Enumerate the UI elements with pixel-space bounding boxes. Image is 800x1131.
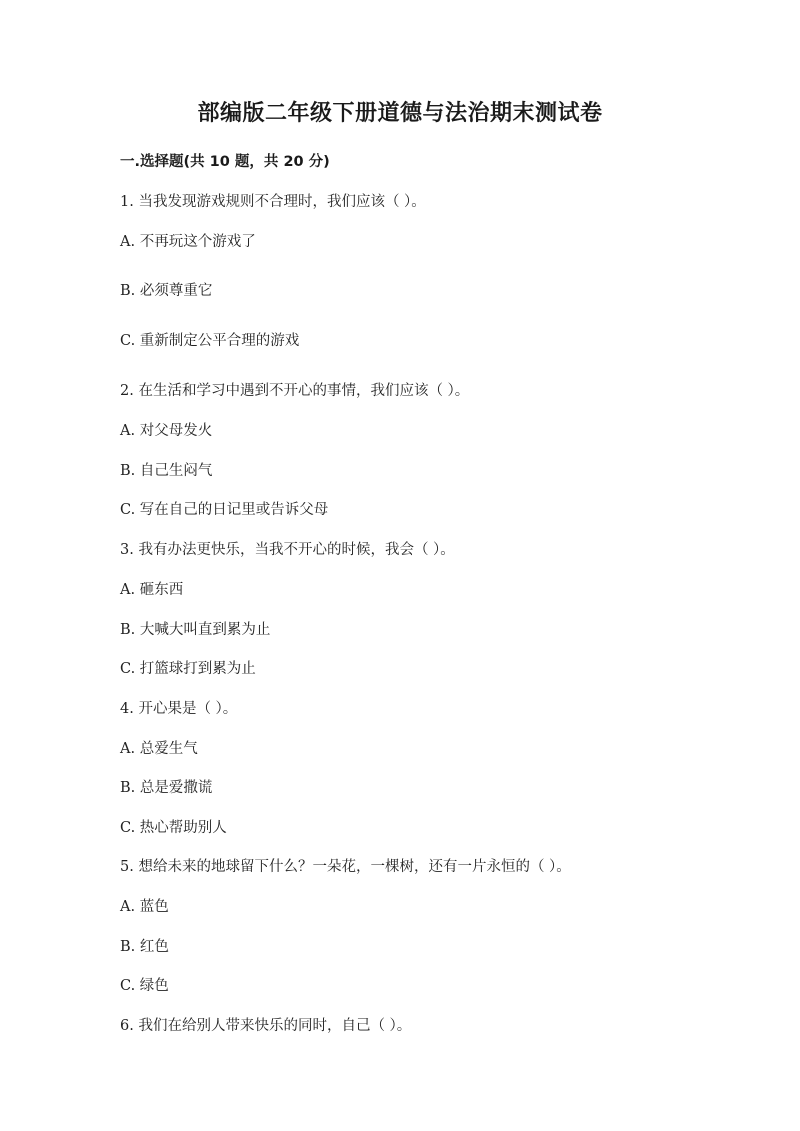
question-1-option-a: A. 不再玩这个游戏了	[120, 234, 256, 250]
question-5-option-a: A. 蓝色	[120, 899, 169, 915]
section-heading: 一.选择题(共 10 题，共 20 分)	[120, 154, 330, 170]
question-1-stem: 1. 当我发现游戏规则不合理时，我们应该（ ）。	[120, 194, 426, 210]
question-4-option-b: B. 总是爱撒谎	[120, 780, 213, 796]
question-1-option-b: B. 必须尊重它	[120, 283, 213, 299]
question-3-stem: 3. 我有办法更快乐，当我不开心的时候，我会（ ）。	[120, 542, 455, 558]
question-6-stem: 6. 我们在给别人带来快乐的同时，自己（ ）。	[120, 1018, 412, 1034]
exam-title: 部编版二年级下册道德与法治期末测试卷	[197, 101, 603, 126]
question-4-option-c: C. 热心帮助别人	[120, 820, 227, 836]
question-1-option-c: C. 重新制定公平合理的游戏	[120, 333, 300, 349]
question-2-stem: 2. 在生活和学习中遇到不开心的事情，我们应该（ ）。	[120, 383, 470, 399]
question-4-stem: 4. 开心果是（ ）。	[120, 701, 238, 717]
question-3-option-b: B. 大喊大叫直到累为止	[120, 622, 271, 638]
question-2-option-a: A. 对父母发火	[120, 423, 213, 439]
question-3-option-c: C. 打篮球打到累为止	[120, 661, 256, 677]
question-5-stem: 5. 想给未来的地球留下什么？一朵花，一棵树，还有一片永恒的（ ）。	[120, 859, 571, 875]
question-3-option-a: A. 砸东西	[120, 582, 184, 598]
question-4-option-a: A. 总爱生气	[120, 741, 198, 757]
question-2-option-b: B. 自己生闷气	[120, 463, 213, 479]
question-5-option-c: C. 绿色	[120, 978, 169, 994]
question-5-option-b: B. 红色	[120, 939, 169, 955]
question-2-option-c: C. 写在自己的日记里或告诉父母	[120, 502, 329, 518]
